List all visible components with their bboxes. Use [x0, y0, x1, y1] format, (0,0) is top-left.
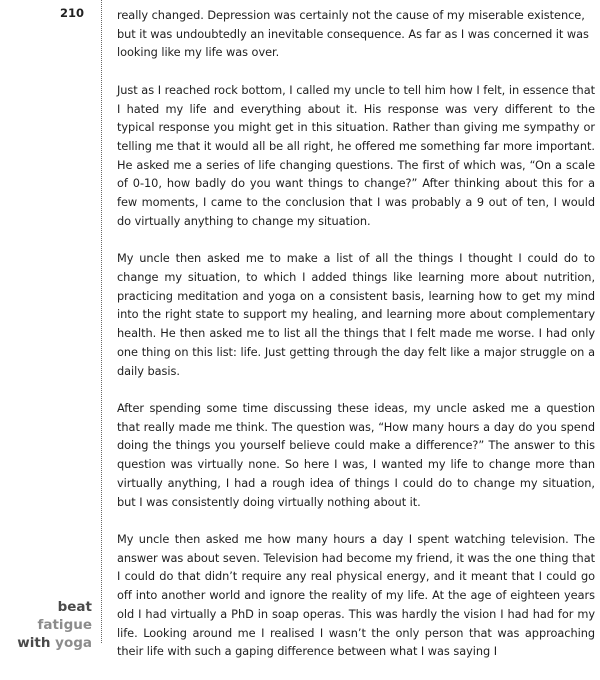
footer-word-fatigue: fatigue: [37, 617, 92, 633]
footer-word-beat: beat: [57, 599, 92, 615]
footer-line-2: [6, 634, 92, 652]
footer-word-yoga: yoga: [55, 635, 92, 651]
paragraph-5: My uncle then asked me how many hours a day I spent watching television. The answer was about seven. Television had become my friend, it was the one thing that I could do that didn’t require any real physical energy, and it meant that I could go off into another world and ignore the reality of my life. At the age of eighteen years old I had virtually a PhD in soap operas. This was hardly the vision I had had for my life. Looking around me I realised I wasn’t the only person that was approaching their life with such a gaping difference between what I was saying I: [117, 532, 595, 659]
paragraph-4: After spending some time discussing these ideas, my uncle asked me a question that really made me think. The question was, “How many hours a day do you spend doing the things you yourself believe could make a difference?” The answer to this question was virtually none. So here I was, I wanted my life to change more than virtually anything, I had a rough idea of things I could do to change my situation, but I was consistently doing virtually nothing about it.: [117, 401, 595, 509]
footer-line-1: [6, 598, 92, 634]
footer-word-with: with: [17, 635, 51, 651]
body-text: [117, 6, 595, 680]
paragraph-2: Just as I reached rock bottom, I called my uncle to tell him how I felt, in essence that I hated my life and everything about it. His response was very different to the typical response you might get in this situation. Rather than giving me sympathy or telling me that it would all be all right, he offered me something far more important. He asked me a series of life changing questions. The first of which was, “On a scale of 0-10, how badly do you want things to change?” After thinking about this for a few moments, I came to the conclusion that I was probably a 9 out of ten, I would do virtually anything to change my situation.: [117, 82, 595, 228]
page-number: 210: [60, 6, 85, 20]
paragraph-3: My uncle then asked me to make a list of all the things I thought I could do to change my situation, to which I added things like learning more about nutrition, practicing meditation and yoga on a consistent basis, learning how to get my mind into the right state to support my healing, and learning more about complementary health. He then asked me to list all the things that I felt made me worse. I had only one thing on this list: life. Just getting through the day felt like a major struggle on a daily basis.: [117, 251, 595, 378]
paragraph-1: really changed. Depression was certainly not the cause of my miserable existence, but it was undoubtedly an inevitable consequence. As far as I was concerned it was looking like my life was over.: [117, 8, 589, 60]
book-title-footer: [6, 598, 92, 652]
margin-divider: [101, 0, 102, 643]
